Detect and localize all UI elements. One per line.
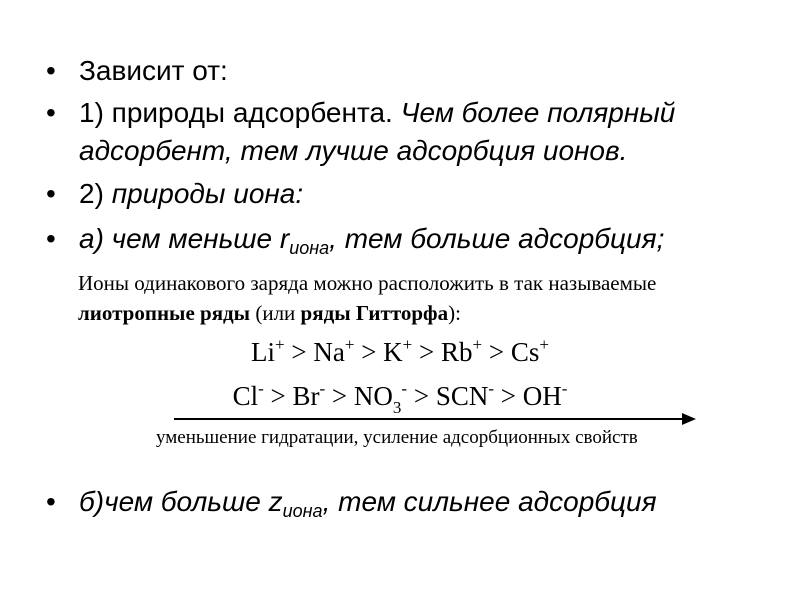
- ion-charge: +: [539, 335, 549, 354]
- ion-charge: -: [319, 379, 326, 398]
- series-sep: >: [412, 337, 441, 367]
- ion-k: K: [383, 337, 403, 367]
- paragraph-bold-2: ряды Гитторфа: [300, 301, 449, 325]
- series-sep: >: [482, 337, 511, 367]
- bullet-italic-text: природы иона:: [111, 178, 304, 209]
- bullet-text: [79, 175, 779, 213]
- bullet-lead: 2): [79, 178, 112, 209]
- bullet-post: , тем больше адсорбция;: [329, 223, 665, 254]
- ion-scn: SCN: [435, 381, 489, 411]
- series-sep: >: [354, 337, 384, 367]
- bullet-post: , тем сильнее адсорбция: [322, 486, 657, 517]
- bullet-lead: 1) природы адсорбента.: [79, 97, 401, 128]
- bullet-pre: б)чем больше z: [79, 486, 283, 517]
- series-sep: >: [494, 381, 523, 411]
- ion-br: Br: [292, 381, 320, 411]
- lyotropic-paragraph: [78, 268, 778, 328]
- ion-charge: -: [561, 379, 568, 398]
- bullet-pre: а) чем меньше r: [79, 223, 290, 254]
- ion-rb: Rb: [441, 337, 473, 367]
- ion-subscript: иона: [289, 238, 330, 258]
- ion-li: Li: [251, 337, 276, 367]
- paragraph-text-2: (или: [250, 301, 301, 325]
- bullet-text: [79, 94, 779, 170]
- ion-subscript: 3: [392, 398, 402, 417]
- series-sep: >: [407, 381, 436, 411]
- ion-subscript: иона: [282, 501, 323, 521]
- ion-no3: NO: [353, 381, 393, 411]
- paragraph-text-1: Ионы одинакового заряда можно расположить в так называемые: [78, 271, 657, 295]
- bullet-text: [79, 220, 779, 258]
- bullet-dot-icon: •: [46, 55, 56, 86]
- series-sep: >: [284, 337, 314, 367]
- ion-cs: Cs: [510, 337, 540, 367]
- ion-charge: -: [401, 379, 408, 398]
- ion-charge: +: [402, 335, 413, 354]
- ion-charge: +: [344, 335, 355, 354]
- series-sep: >: [325, 381, 354, 411]
- ion-na: Na: [313, 337, 345, 367]
- arrow-icon: [174, 418, 682, 420]
- bullet-text: Зависит от:: [79, 55, 228, 86]
- bullet-dot-icon: •: [46, 97, 56, 128]
- series-sep: >: [263, 381, 293, 411]
- bullet-text: [79, 483, 779, 521]
- bullet-dot-icon: •: [46, 486, 56, 517]
- arrow-caption: уменьшение гидратации, усиление адсорбционных свойств: [156, 427, 638, 448]
- bullet-dot-icon: •: [46, 223, 56, 254]
- cation-series: [0, 337, 800, 368]
- paragraph-bold-1: лиотропные ряды: [78, 301, 251, 325]
- bullet-italic-text: Чем более полярный адсорбент, тем лучше адсорбция ионов.: [79, 97, 676, 166]
- ion-charge: +: [275, 335, 285, 354]
- anion-series: [0, 379, 800, 417]
- ion-cl: Cl: [232, 381, 259, 411]
- ion-charge: +: [472, 335, 483, 354]
- bullet-dot-icon: •: [46, 178, 56, 209]
- ion-oh: OH: [522, 381, 562, 411]
- ion-charge: -: [258, 379, 264, 398]
- ion-charge: -: [488, 379, 495, 398]
- paragraph-text-3: ):: [448, 301, 461, 325]
